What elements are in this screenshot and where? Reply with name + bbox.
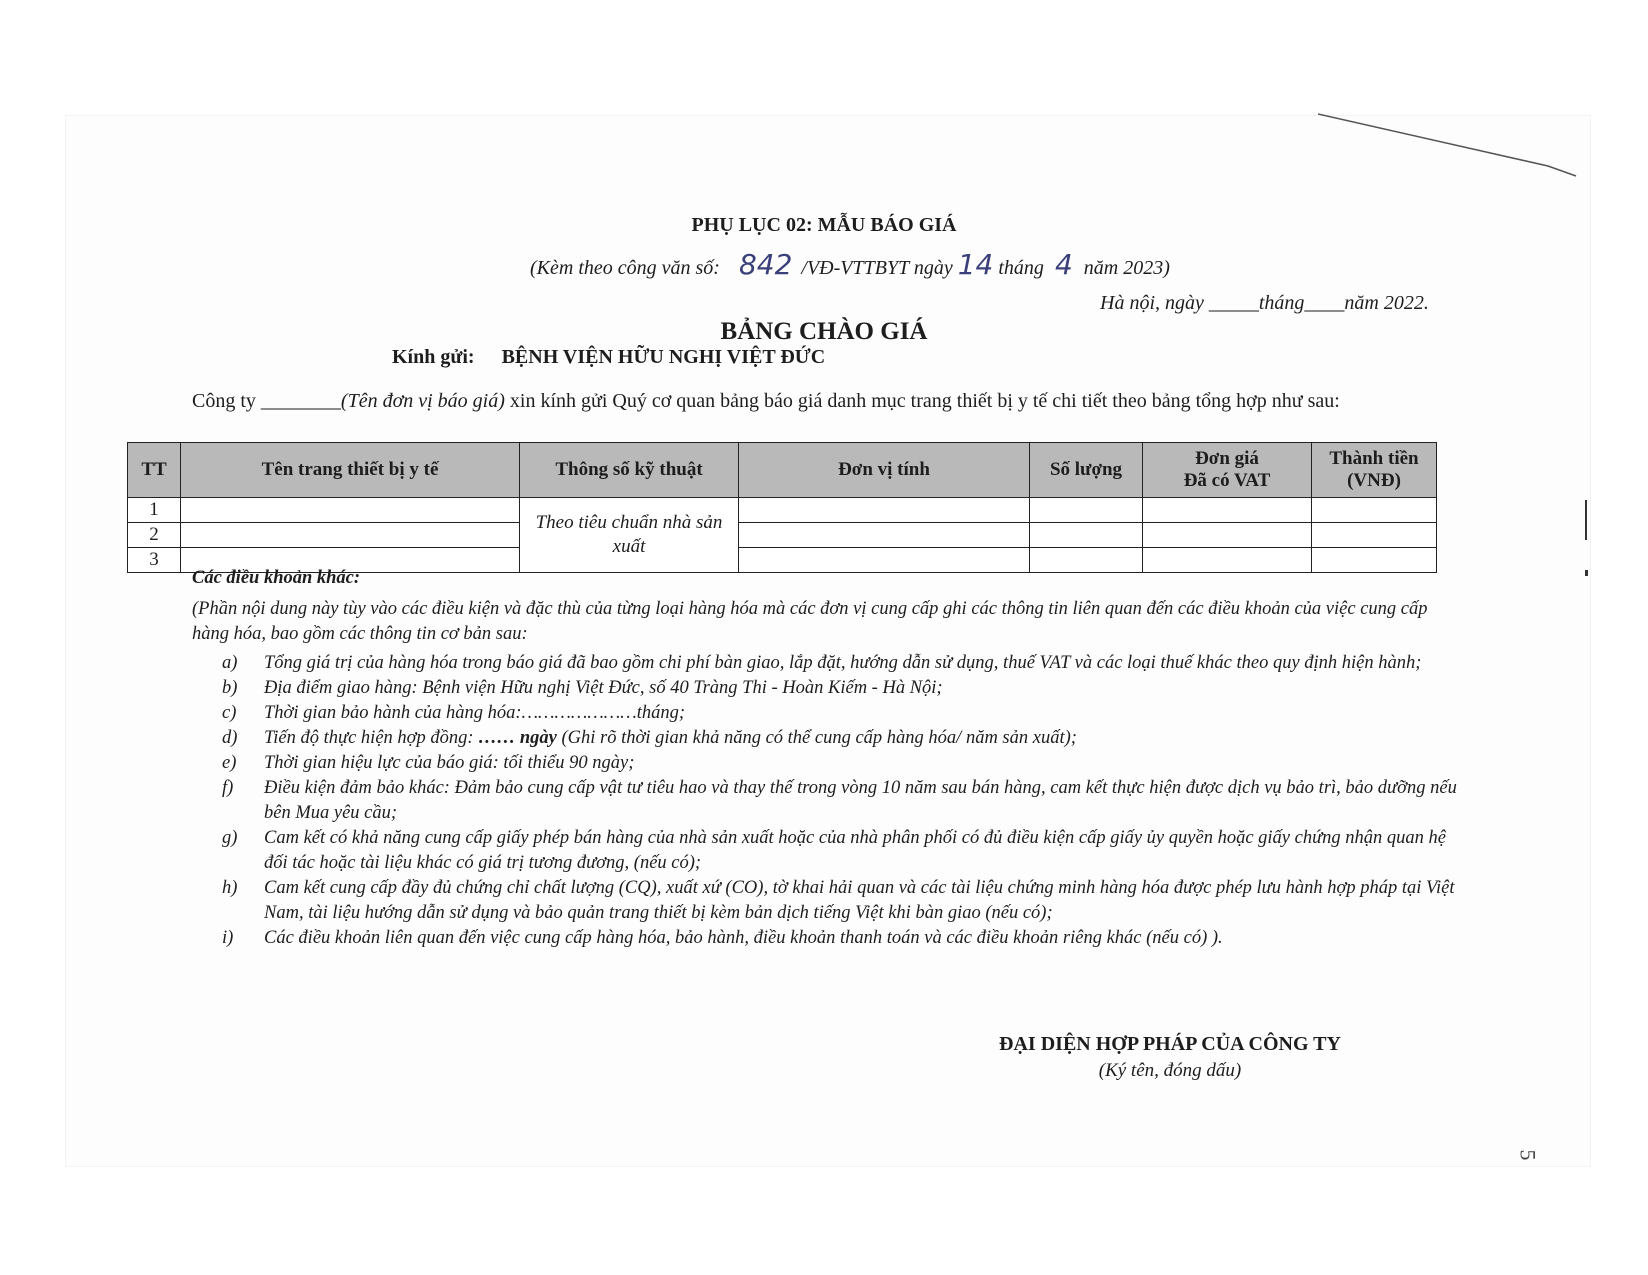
- scan-edge-mark: [1585, 500, 1587, 540]
- scan-edge-mark: [1585, 570, 1588, 576]
- recipient-line: [392, 346, 825, 369]
- table-row: [128, 498, 1437, 523]
- term-item: [192, 701, 1462, 726]
- recipient-label: Kính gửi:: [392, 346, 475, 368]
- header-total: Thành tiền (VNĐ): [1312, 443, 1437, 498]
- terms-intro: (Phần nội dung này tùy vào các điều kiện và đặc thù của từng loại hàng hóa mà các đơn vị cung cấp ghi các thông tin liên quan đến các điều khoản của việc cung cấp hàng hóa, bao gồm các thông tin cơ bản sau:: [192, 599, 1428, 644]
- term-text: Cam kết có khả năng cung cấp giấy phép bán hàng của nhà sản xuất hoặc của nhà phân phối có đủ điều kiện cấp giấy ủy quyền hoặc giấy chứng nhận quan hệ đối tác hoặc tài liệu khác có giá trị tương đương, (nếu có);: [264, 828, 1447, 873]
- term-text: Điều kiện đảm bảo khác: Đảm bảo cung cấp vật tư tiêu hao và thay thế trong vòng 10 năm sau bán hàng, cam kết thực hiện được dịch vụ bảo trì, bảo dưỡng nếu bên Mua yêu cầu;: [264, 778, 1457, 823]
- term-text: Cam kết cung cấp đầy đủ chứng chỉ chất lượng (CQ), xuất xứ (CO), tờ khai hải quan và các tài liệu chứng minh hàng hóa được phép lưu hành hợp pháp tại Việt Nam, tài liệu hướng dẫn sử dụng và bảo quản trang thiết bị kèm bản dịch tiếng Việt khi bàn giao (nếu có);: [264, 878, 1455, 923]
- date-line: Hà nội, ngày _____tháng____năm 2022.: [1100, 292, 1429, 314]
- term-label: f): [222, 778, 234, 798]
- cell-unit-price[interactable]: [1143, 498, 1312, 523]
- intro-rest: xin kính gửi Quý cơ quan bảng báo giá danh mục trang thiết bị y tế chi tiết theo bảng tổng hợp như sau:: [504, 390, 1340, 412]
- cell-quantity[interactable]: [1030, 523, 1143, 548]
- cell-spec-note: Theo tiêu chuẩn nhà sản xuất: [520, 498, 739, 573]
- term-text-bold: …… ngày: [478, 728, 557, 748]
- term-item: [192, 651, 1462, 676]
- intro-placeholder: (Tên đơn vị báo giá): [340, 390, 505, 412]
- term-label: i): [222, 928, 234, 948]
- term-label: b): [222, 678, 238, 698]
- header-specs: Thông số kỹ thuật: [520, 443, 739, 498]
- attachment-year: năm 2023): [1083, 257, 1170, 279]
- term-label: d): [222, 728, 238, 748]
- signature-title: ĐẠI DIỆN HỢP PHÁP CỦA CÔNG TY: [999, 1033, 1341, 1055]
- header-tt: TT: [128, 443, 181, 498]
- quote-table: [127, 442, 1437, 573]
- row-number: 1: [128, 498, 181, 523]
- attachment-prefix: (Kèm theo công văn số:: [530, 257, 720, 279]
- signature-block: [930, 1033, 1410, 1082]
- term-label: c): [222, 703, 237, 723]
- term-item: [192, 876, 1462, 926]
- term-text: Thời gian bảo hành của hàng hóa:…………………tháng;: [264, 703, 686, 723]
- term-item: [192, 926, 1462, 951]
- table-header-row: [128, 443, 1437, 498]
- handwritten-day: 14: [957, 248, 994, 281]
- term-item: [192, 776, 1462, 826]
- term-text: Thời gian hiệu lực của báo giá: tối thiểu 90 ngày;: [264, 753, 635, 773]
- cell-total[interactable]: [1312, 498, 1437, 523]
- table-row: [128, 523, 1437, 548]
- header-unit: Đơn vị tính: [739, 443, 1030, 498]
- cell-total[interactable]: [1312, 523, 1437, 548]
- header-quantity: Số lượng: [1030, 443, 1143, 498]
- appendix-title: PHỤ LỤC 02: MẪU BÁO GIÁ: [691, 214, 957, 236]
- cell-quantity[interactable]: [1030, 498, 1143, 523]
- term-text: [230, 726, 1462, 751]
- cell-unit[interactable]: [739, 523, 1030, 548]
- row-number: 3: [128, 548, 181, 573]
- term-item: [192, 751, 1462, 776]
- header-unit-price: Đơn giá Đã có VAT: [1143, 443, 1312, 498]
- document-title: BẢNG CHÀO GIÁ: [720, 318, 928, 345]
- row-number: 2: [128, 523, 181, 548]
- term-item: [192, 676, 1462, 701]
- cell-unit-price[interactable]: [1143, 523, 1312, 548]
- terms-heading: Các điều khoản khác:: [192, 568, 361, 588]
- term-label: g): [222, 828, 238, 848]
- terms-list: [192, 651, 1462, 951]
- term-item: [192, 826, 1462, 876]
- intro-company: Công ty ________: [192, 390, 341, 412]
- signature-note: (Ký tên, đóng dấu): [1098, 1060, 1242, 1081]
- attachment-code: /VĐ-VTTBYT ngày: [801, 257, 953, 279]
- handwritten-month: 4: [1054, 248, 1073, 281]
- recipient-name: BỆNH VIỆN HỮU NGHỊ VIỆT ĐỨC: [501, 346, 826, 368]
- term-text: Các điều khoản liên quan đến việc cung cấp hàng hóa, bảo hành, điều khoản thanh toán và các điều khoản riêng khác (nếu có) ).: [264, 928, 1223, 948]
- attachment-line: [530, 248, 1170, 281]
- header-equipment-name: Tên trang thiết bị y tế: [181, 443, 520, 498]
- term-label: h): [222, 878, 238, 898]
- term-text: Tổng giá trị của hàng hóa trong báo giá đã bao gồm chi phí bàn giao, lắp đặt, hướng dẫn sử dụng, thuế VAT và các loại thuế khác theo quy định hiện hành;: [264, 653, 1422, 673]
- term-text: Địa điểm giao hàng: Bệnh viện Hữu nghị Việt Đức, số 40 Tràng Thi - Hoàn Kiếm - Hà Nội;: [264, 678, 943, 698]
- cell-equipment-name[interactable]: [181, 498, 520, 523]
- attachment-month-label: tháng: [998, 257, 1044, 279]
- scan-edge-line: [1318, 110, 1578, 190]
- cell-equipment-name[interactable]: [181, 523, 520, 548]
- term-item: [192, 726, 1462, 751]
- handwritten-number: 842: [738, 248, 793, 281]
- cell-unit[interactable]: [739, 498, 1030, 523]
- term-text-part: Tiến độ thực hiện hợp đồng:: [264, 728, 479, 748]
- intro-line: [192, 390, 1340, 413]
- term-label: a): [222, 653, 238, 673]
- term-label: e): [222, 753, 237, 773]
- terms-section: [192, 566, 1462, 951]
- term-text-part: (Ghi rõ thời gian khả năng có thể cung cấp hàng hóa/ năm sản xuất);: [556, 728, 1077, 748]
- page-number: 5: [1515, 1149, 1541, 1161]
